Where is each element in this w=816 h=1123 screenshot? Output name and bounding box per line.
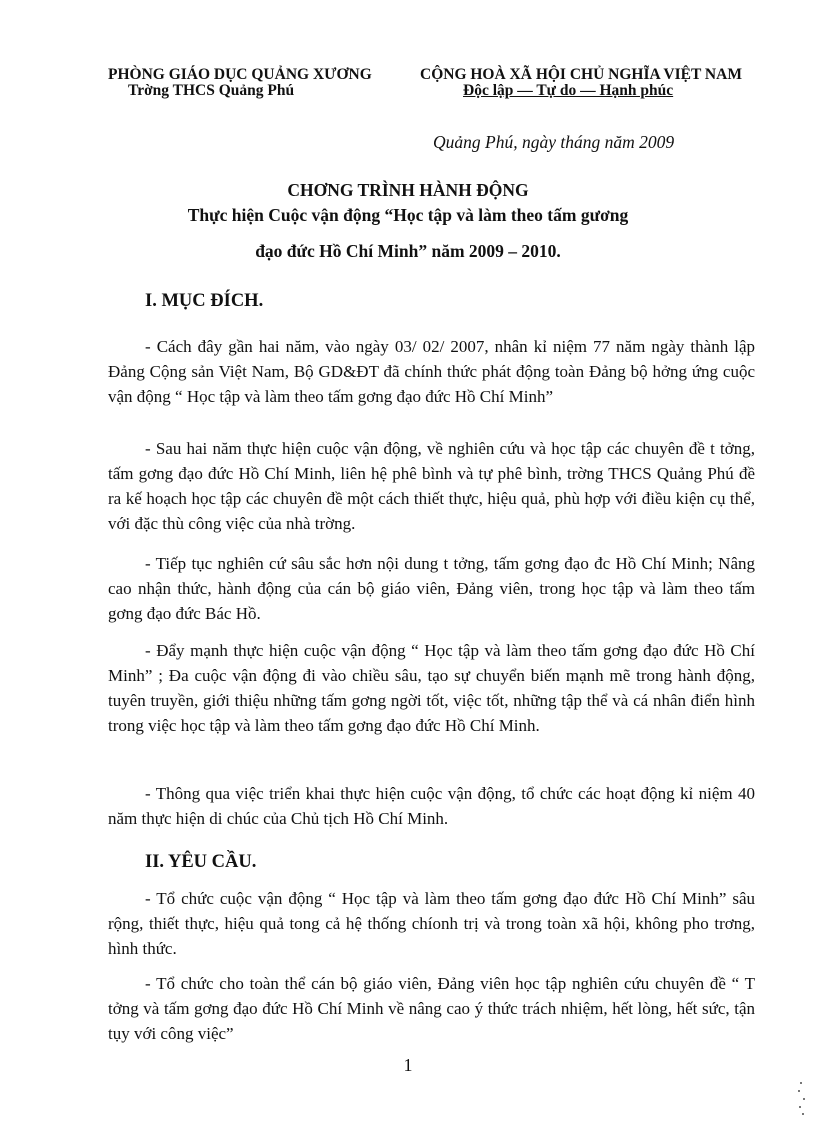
paragraph: - Tổ chức cuộc vận động “ Học tập và làm theo tấm gơng đạo đức Hồ Chí Minh” sâu rộng, thiết thực, hiệu quả tong cả hệ thống chíonh trị và trong toàn xã hội, không pho trơng, hình thức.	[108, 889, 755, 958]
date-line: Quảng Phú, ngày tháng năm 2009	[433, 132, 675, 152]
doc-title: CHƠNG TRÌNH HÀNH ĐỘNG	[287, 180, 529, 200]
school-name: Trờng THCS Quảng Phú	[128, 82, 295, 99]
page-number: 1	[403, 1055, 413, 1075]
doc-subtitle-2: đạo đức Hồ Chí Minh” năm 2009 – 2010.	[255, 241, 561, 261]
paragraph: - Thông qua việc triển khai thực hiện cuộc vận động, tổ chức các hoạt động kỉ niệm 40 năm thực hiện di chúc của Chủ tịch Hồ Chí Minh.	[108, 784, 755, 828]
section-2-heading: II. YÊU CẦU.	[145, 852, 257, 872]
paragraph: - Tiếp tục nghiên cứ sâu sắc hơn nội dung t tởng, tấm gơng đạo đc Hồ Chí Minh; Nâng cao nhận thức, hành động của cán bộ giáo viên, Đảng viên, trong học tập và làm theo tấm gơng đạo đức Bác Hồ.	[108, 554, 755, 623]
doc-subtitle-1: Thực hiện Cuộc vận động “Học tập và làm theo tấm gương	[187, 205, 629, 225]
paragraph: - Tổ chức cho toàn thể cán bộ giáo viên, Đảng viên học tập nghiên cứu chuyên đề “ T tởng và tấm gơng đạo đức Hồ Chí Minh về nâng cao ý thức trách nhiệm, hết lòng, hết sức, tận tụy với công việc”	[108, 974, 755, 1043]
paragraph: - Cách đây gần hai năm, vào ngày 03/ 02/ 2007, nhân kỉ niệm 77 năm ngày thành lập Đảng Cộng sản Việt Nam, Bộ GD&ĐT đã chính thức phát động toàn Đảng bộ hởng ứng cuộc vận động “ Học tập và làm theo tấm gơng đạo đức Hồ Chí Minh”	[108, 337, 755, 406]
corner-dots	[790, 1078, 810, 1118]
national-motto: Độc lập — Tự do — Hạnh phúc	[463, 82, 674, 99]
paragraph: - Đẩy mạnh thực hiện cuộc vận động “ Học tập và làm theo tấm gơng đạo đức Hồ Chí Minh” ; Đa cuộc vận động đi vào chiều sâu, tạo sự chuyển biến mạnh mẽ trong hành động, tuyên truyền, giới thiệu những tấm gơng ngời tốt, việc tốt, những tập thể và cá nhân điển hình trong việc học tập và làm theo tấm gơng đạo đức Hồ Chí Minh.	[108, 641, 755, 735]
paragraph: - Sau hai năm thực hiện cuộc vận động, về nghiên cứu và học tập các chuyên đề t tởng, tấm gơng đạo đức Hồ Chí Minh, liên hệ phê bình và tự phê bình, trờng THCS Quảng Phú đề ra kế hoạch học tập các chuyên đề một cách thiết thực, hiệu quả, phù hợp với điều kiện cụ thể, với đặc thù công việc của nhà trờng.	[108, 439, 755, 533]
section-1-heading: I. MỤC ĐÍCH.	[145, 291, 264, 311]
agency-name: PHÒNG GIÁO DỤC QUẢNG XƯƠNG	[108, 66, 372, 83]
national-title: CỘNG HOÀ XÃ HỘI CHỦ NGHĨA VIỆT NAM	[420, 66, 742, 83]
